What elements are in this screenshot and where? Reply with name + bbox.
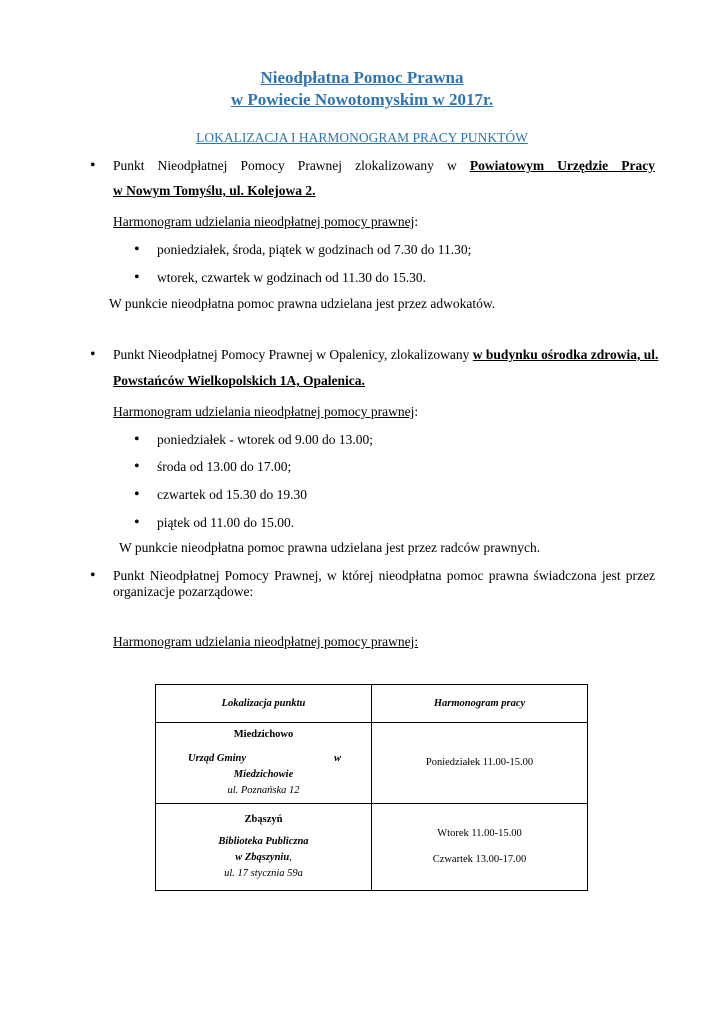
schedule-entry: Poniedziałek 11.00-15.00 <box>425 757 534 768</box>
point2-line1: Punkt Nieodpłatnej Pomocy Prawnej w Opalenicy, zlokalizowany w budynku ośrodka zdrowia, ul. <box>113 347 659 362</box>
institution-line: w Zbąszyniu, <box>235 852 292 863</box>
bullet-icon: • <box>134 269 140 286</box>
point3-line2: organizacje pozarządowe: <box>113 584 254 599</box>
point3-line1: Punkt Nieodpłatnej Pomocy Prawnej, w której nieodpłatna pomoc prawna świadczona jest przez <box>113 568 655 583</box>
town-name: Miedzichowo <box>233 729 294 740</box>
point1-line1: Punkt Nieodpłatnej Pomocy Prawnej zlokalizowany w Powiatowym Urzędzie Pracy <box>113 158 655 173</box>
location-cell <box>156 723 372 804</box>
bullet-icon: • <box>134 241 140 258</box>
point1-note: W punkcie nieodpłatna pomoc prawna udzielana jest przez adwokatów. <box>109 296 496 311</box>
bullet-icon: • <box>134 431 140 448</box>
point1-item: poniedziałek, środa, piątek w godzinach od 7.30 do 11.30; <box>157 242 472 257</box>
point2-note: W punkcie nieodpłatna pomoc prawna udzielana jest przez radców prawnych. <box>119 540 541 555</box>
location-cell <box>156 804 372 891</box>
schedule-entry: Wtorek 11.00-15.00 <box>437 828 522 839</box>
point3-schedule-label: Harmonogram udzielania nieodpłatnej pomocy prawnej: <box>113 634 419 649</box>
point2-item: środa od 13.00 do 17.00; <box>157 459 292 474</box>
point1-schedule-label: Harmonogram udzielania nieodpłatnej pomocy prawnej: <box>113 214 419 229</box>
point2-line2: Powstańców Wielkopolskich 1A, Opalenica. <box>113 373 365 388</box>
town-name: Zbąszyń <box>244 814 283 825</box>
point2-schedule-label: Harmonogram udzielania nieodpłatnej pomocy prawnej: <box>113 404 419 419</box>
bullet-icon: • <box>134 458 140 475</box>
bullet-icon: • <box>134 486 140 503</box>
institution-line: Urząd Gminy w <box>188 753 341 764</box>
table-header-cell: Lokalizacja punktu <box>156 685 372 723</box>
title-line-2: w Powiecie Nowotomyskim w 2017r. <box>230 90 494 109</box>
point2-item: piątek od 11.00 do 15.00. <box>157 515 295 530</box>
bullet-icon: • <box>134 514 140 531</box>
point1-item: wtorek, czwartek w godzinach od 11.30 do 15.30. <box>157 270 427 285</box>
address: ul. Poznańska 12 <box>227 785 300 796</box>
schedule-cell <box>372 723 588 804</box>
table-row <box>156 804 588 891</box>
bullet-icon: • <box>90 567 96 584</box>
bullet-icon: • <box>90 157 96 174</box>
title-line-1: Nieodpłatna Pomoc Prawna <box>260 68 464 87</box>
institution-line: Miedzichowie <box>233 769 294 780</box>
table-header-row <box>156 685 588 723</box>
point2-item: poniedziałek - wtorek od 9.00 do 13.00; <box>157 432 373 447</box>
point1-line2: w Nowym Tomyślu, ul. Kolejowa 2. <box>113 183 316 198</box>
schedule-entry: Czwartek 13.00-17.00 <box>432 854 527 865</box>
table-header-cell: Harmonogram pracy <box>372 685 588 723</box>
schedule-table <box>155 684 588 891</box>
schedule-cell <box>372 804 588 891</box>
bullet-icon: • <box>90 346 96 363</box>
table-row <box>156 723 588 804</box>
institution-line: Biblioteka Publiczna <box>218 836 309 847</box>
address: ul. 17 stycznia 59a <box>224 868 303 879</box>
point2-item: czwartek od 15.30 do 19.30 <box>157 487 307 502</box>
subtitle: LOKALIZACJA I HARMONOGRAM PRACY PUNKTÓW <box>196 130 528 145</box>
